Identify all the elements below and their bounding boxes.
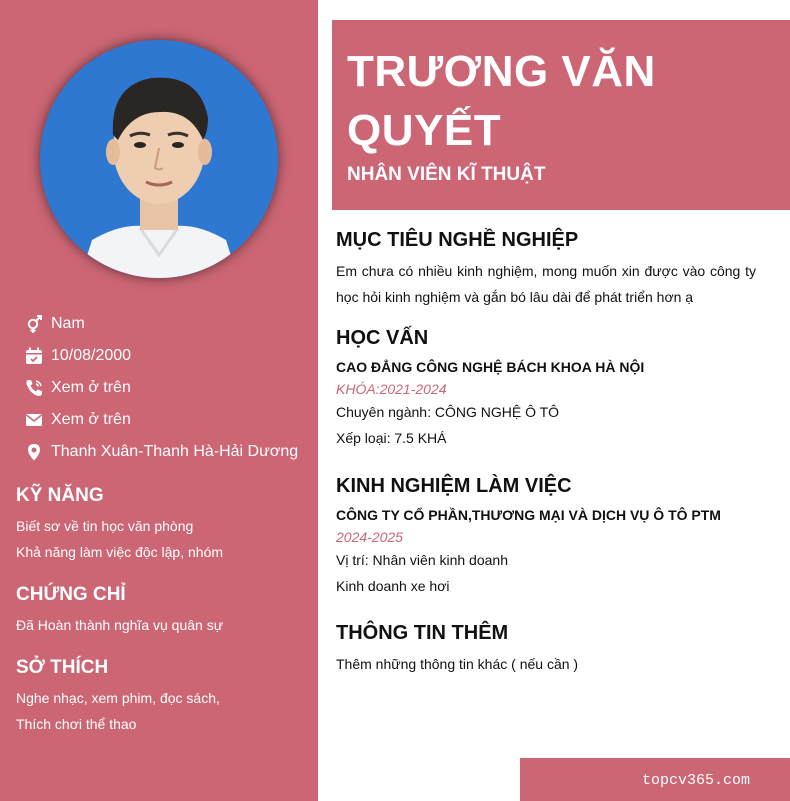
contact-address [24, 436, 314, 468]
sidebar [0, 0, 318, 801]
certificates-section [16, 584, 306, 638]
company-name: CÔNG TY CỔ PHẦN,THƯƠNG MẠI VÀ DỊCH VỤ Ô TÔ PTM [336, 507, 721, 523]
footer-banner [520, 758, 790, 801]
phone-icon [24, 378, 44, 398]
education-title: HỌC VẤN [336, 327, 429, 349]
school-name: CAO ĐẲNG CÔNG NGHỆ BÁCH KHOA HÀ NỘI [336, 359, 645, 375]
contact-email [24, 404, 314, 436]
birthday-text: 10/08/2000 [51, 347, 132, 364]
contact-list [24, 308, 314, 468]
objective-text: Em chưa có nhiều kinh nghiệm, mong muốn xin được vào công ty học hỏi kinh nghiệm và gắn bó lâu dài để phát triển hơn ạ [336, 263, 756, 305]
calendar-icon [24, 346, 44, 366]
experience-period: 2024-2025 [336, 529, 403, 545]
additional-section [336, 622, 756, 677]
profile-photo [40, 40, 278, 278]
hobbies-section [16, 657, 306, 737]
person-portrait-image [40, 40, 278, 278]
objective-section [336, 229, 756, 310]
certificate-item: Đã Hoàn thành nghĩa vụ quân sự [16, 617, 224, 633]
additional-text: Thêm những thông tin khác ( nếu cần ) [336, 656, 579, 672]
education-major: Chuyên ngành: CÔNG NGHỆ Ô TÔ [336, 404, 560, 420]
hobbies-title: SỞ THÍCH [16, 657, 109, 678]
education-section [336, 327, 756, 451]
skill-item: Biết sơ về tin học văn phòng [16, 518, 194, 534]
experience-section [336, 475, 756, 599]
phone-text: Xem ở trên [51, 379, 131, 396]
contact-birthday [24, 340, 314, 372]
location-pin-icon [24, 442, 44, 462]
skills-title: KỸ NĂNG [16, 485, 104, 506]
education-grade: Xếp loại: 7.5 KHÁ [336, 430, 447, 446]
header-banner [332, 20, 790, 210]
gender-icon [24, 314, 44, 334]
job-title: NHÂN VIÊN KĨ THUẬT [347, 164, 546, 185]
contact-gender [24, 308, 314, 340]
email-text: Xem ở trên [51, 411, 131, 428]
contact-phone [24, 372, 314, 404]
objective-title: MỤC TIÊU NGHỀ NGHIỆP [336, 229, 579, 251]
experience-description: Kinh doanh xe hơi [336, 578, 450, 594]
experience-position: Vị trí: Nhân viên kinh doanh [336, 552, 508, 568]
skill-item: Khả năng làm việc độc lập, nhóm [16, 544, 224, 560]
candidate-name: TRƯƠNG VĂN QUYẾT [347, 47, 656, 155]
experience-title: KINH NGHIỆM LÀM VIỆC [336, 475, 572, 497]
hobby-item: Nghe nhạc, xem phim, đọc sách, [16, 690, 220, 706]
gender-text: Nam [51, 315, 85, 332]
hobby-item: Thích chơi thể thao [16, 716, 137, 732]
watermark-text: topcv365.com [641, 772, 750, 789]
address-text: Thanh Xuân-Thanh Hà-Hải Dương [51, 443, 299, 460]
email-icon [24, 410, 44, 430]
education-period: KHÓA:2021-2024 [336, 381, 447, 397]
certificates-title: CHỨNG CHỈ [16, 584, 126, 605]
additional-title: THÔNG TIN THÊM [336, 622, 509, 644]
skills-section [16, 485, 306, 565]
